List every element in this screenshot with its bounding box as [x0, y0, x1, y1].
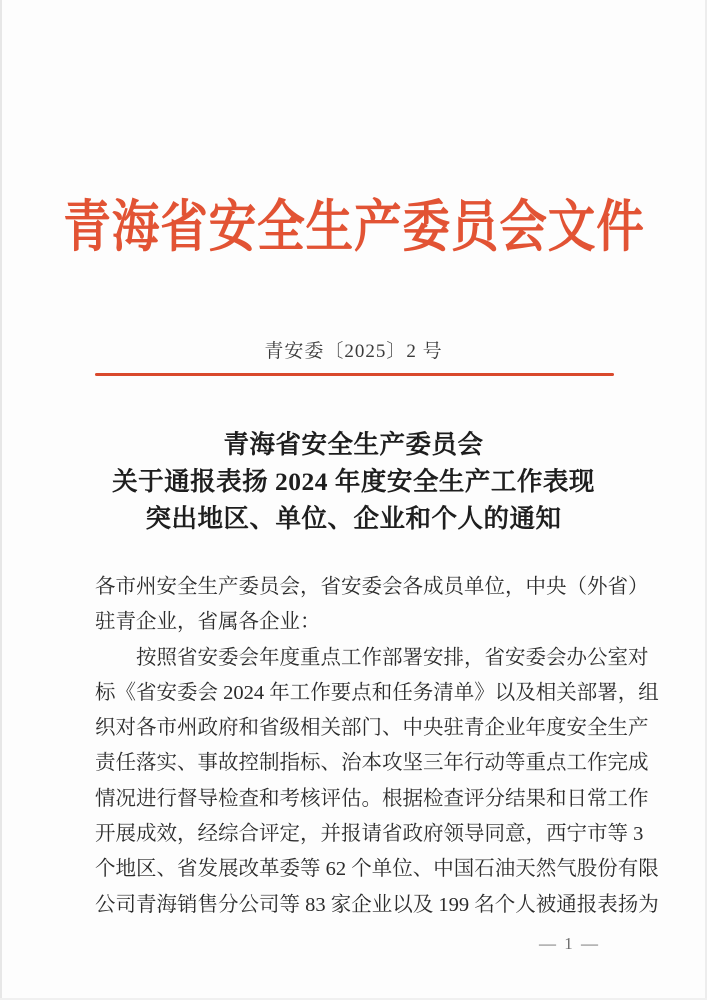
body-line: 个地区、省发展改革委等 62 个单位、中国石油天然气股份有限: [95, 858, 659, 881]
red-divider: [95, 373, 614, 376]
salutation-line: 各市州安全生产委员会，省安委会各成员单位，中央（外省）: [95, 576, 649, 598]
body-line: 织对各市州政府和省级相关部门、中央驻青企业年度安全生产: [95, 717, 649, 740]
document-title: [0, 426, 707, 537]
document-title-line: 突出地区、单位、企业和个人的通知: [145, 504, 562, 533]
body-line: 情况进行督导检查和考核评估。根据检查评分结果和日常工作: [95, 787, 649, 810]
salutation-line: 驻青企业，省属各企业：: [95, 611, 321, 634]
document-number: 青安委〔2025〕2 号: [264, 341, 443, 362]
header-banner-text: 青海省安全生产委员会文件: [62, 197, 645, 259]
document-title-line: 关于通报表扬 2024 年度安全生产工作表现: [112, 467, 595, 496]
body-line: 责任落实、事故控制指标、治本攻坚三年行动等重点工作完成: [95, 752, 649, 775]
document-title-line: 青海省安全生产委员会: [223, 430, 484, 459]
document-header-banner: [0, 196, 707, 260]
body-line: 公司青海销售分公司等 83 家企业以及 199 名个人被通报表扬为: [95, 893, 659, 916]
body-line: 按照省安委会年度重点工作部署安排，省安委会办公室对: [136, 646, 649, 669]
page-number: — 1 —: [539, 934, 600, 953]
body-line: 标《省安委会 2024 年工作要点和任务清单》以及相关部署，组: [95, 681, 659, 704]
body-line: 开展成效，经综合评定，并报请省政府领导同意，西宁市等 3: [95, 823, 644, 846]
document-body: [95, 570, 659, 923]
